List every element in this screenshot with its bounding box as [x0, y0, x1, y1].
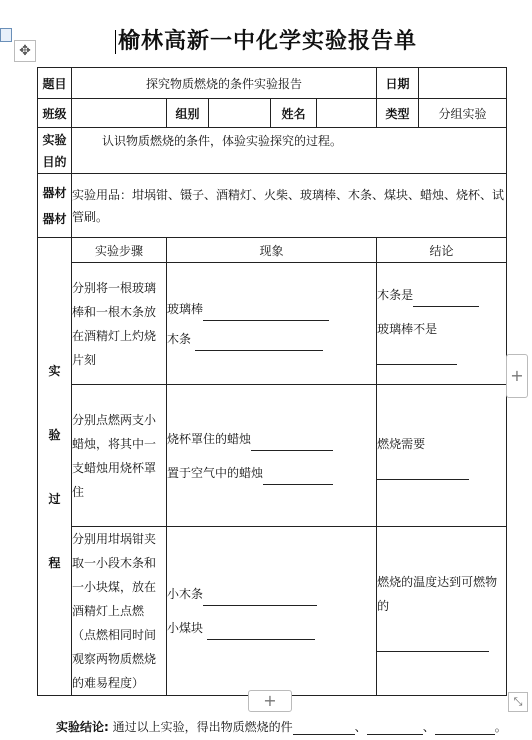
phenomena-2[interactable] — [167, 385, 377, 527]
blank-line[interactable] — [377, 465, 469, 480]
equipment-label-2: 器材 — [42, 211, 67, 226]
class-value[interactable] — [72, 99, 167, 128]
resize-icon[interactable]: ⤡ — [508, 692, 528, 712]
blank-line[interactable] — [207, 625, 315, 640]
purpose-text[interactable]: 认识物质燃烧的条件，体验实验探究的过程。 — [72, 128, 507, 174]
phenomena-1[interactable] — [167, 263, 377, 385]
equipment-label — [38, 174, 72, 238]
blank-line[interactable] — [263, 470, 333, 485]
date-value[interactable] — [419, 68, 507, 99]
phen-3-b: 小煤块 — [167, 621, 204, 635]
conclusion-sep-2: 、 — [422, 720, 435, 734]
process-label — [38, 238, 72, 696]
purpose-label — [38, 128, 72, 174]
process-label-4: 程 — [48, 555, 61, 570]
type-value[interactable]: 分组实验 — [419, 99, 507, 128]
equipment-row — [38, 174, 507, 238]
header-row-1 — [38, 68, 507, 99]
add-column-plus-icon[interactable]: + — [506, 354, 528, 398]
conclusion-text: 通过以上实验，得出物质燃烧的件 — [112, 720, 293, 734]
blank-line[interactable] — [377, 350, 457, 365]
process-row-1 — [38, 263, 507, 385]
phen-1-a: 玻璃棒 — [167, 301, 204, 316]
conclusion-end: 。 — [494, 720, 507, 734]
purpose-row — [38, 128, 507, 174]
text-cursor — [115, 30, 116, 54]
blank-line[interactable] — [203, 591, 317, 606]
group-value[interactable] — [209, 99, 271, 128]
col-phenomena: 现象 — [167, 238, 377, 263]
process-row-2 — [38, 385, 507, 527]
purpose-label-1: 实验 — [42, 132, 67, 147]
conclusion-2[interactable] — [377, 385, 507, 527]
process-label-1: 实 — [48, 363, 61, 378]
move-icon[interactable]: ✥ — [14, 40, 36, 62]
blank-line[interactable] — [435, 720, 495, 735]
process-row-3 — [38, 527, 507, 696]
name-label: 姓名 — [271, 99, 317, 128]
purpose-label-2: 目的 — [42, 154, 67, 169]
process-label-3: 过 — [48, 491, 61, 506]
conc-1-b: 玻璃棒不是 — [377, 321, 438, 336]
blank-line[interactable] — [367, 720, 423, 735]
step-1[interactable]: 分别将一根玻璃棒和一根木条放在酒精灯上灼烧片刻 — [72, 263, 167, 385]
process-header-row — [38, 238, 507, 263]
type-label: 类型 — [377, 99, 419, 128]
conclusion-label: 实验结论 — [56, 720, 105, 734]
blank-line[interactable] — [377, 637, 489, 652]
col-steps: 实验步骤 — [72, 238, 167, 263]
process-label-2: 验 — [48, 427, 61, 442]
phen-2-b: 置于空气中的蜡烛 — [167, 465, 264, 480]
conclusion-line: 实验结论: 通过以上实验，得出物质燃烧的件 、 、 。 — [56, 720, 507, 734]
page-title-text: 榆林高新一中化学实验报告单 — [117, 29, 417, 54]
group-label: 组别 — [167, 99, 209, 128]
blank-line[interactable] — [293, 720, 355, 735]
date-label: 日期 — [377, 68, 419, 99]
phen-3-a: 小木条 — [167, 587, 204, 601]
topic-value[interactable]: 探究物质燃烧的条件实验报告 — [72, 68, 377, 99]
col-conclusion: 结论 — [377, 238, 507, 263]
report-table — [37, 67, 507, 696]
equipment-text[interactable]: 实验用品：坩埚钳、镊子、酒精灯、火柴、玻璃棒、木条、煤块、蜡烛、烧杯、试管刷。 — [72, 174, 507, 238]
step-3[interactable]: 分别用坩埚钳夹取一小段木条和一小块煤，放在酒精灯上点燃（点燃相同时间观察两物质燃烧的难易程度） — [72, 527, 167, 696]
equipment-label-1: 器材 — [42, 185, 67, 200]
blank-line[interactable] — [251, 436, 333, 451]
blank-line[interactable] — [413, 292, 479, 307]
conc-3-a: 燃烧的温度达到可燃物的 — [377, 575, 498, 613]
conclusion-sep-1: 、 — [354, 720, 367, 734]
phen-2-a: 烧杯罩住的蜡烛 — [167, 431, 252, 446]
class-label: 班级 — [38, 99, 72, 128]
conclusion-1[interactable] — [377, 263, 507, 385]
page-title — [0, 24, 532, 55]
step-2[interactable]: 分别点燃两支小蜡烛，将其中一支蜡烛用烧杯罩住 — [72, 385, 167, 527]
header-row-2 — [38, 99, 507, 128]
blank-line[interactable] — [195, 336, 323, 351]
name-value[interactable] — [317, 99, 377, 128]
add-row-plus-icon[interactable]: + — [248, 690, 292, 712]
conc-2-a: 燃烧需要 — [377, 436, 426, 451]
conc-1-a: 木条是 — [377, 287, 414, 302]
phenomena-3[interactable] — [167, 527, 377, 696]
blank-line[interactable] — [203, 306, 329, 321]
conclusion-3[interactable] — [377, 527, 507, 696]
phen-1-b: 木条 — [167, 331, 192, 346]
topic-label: 题目 — [38, 68, 72, 99]
